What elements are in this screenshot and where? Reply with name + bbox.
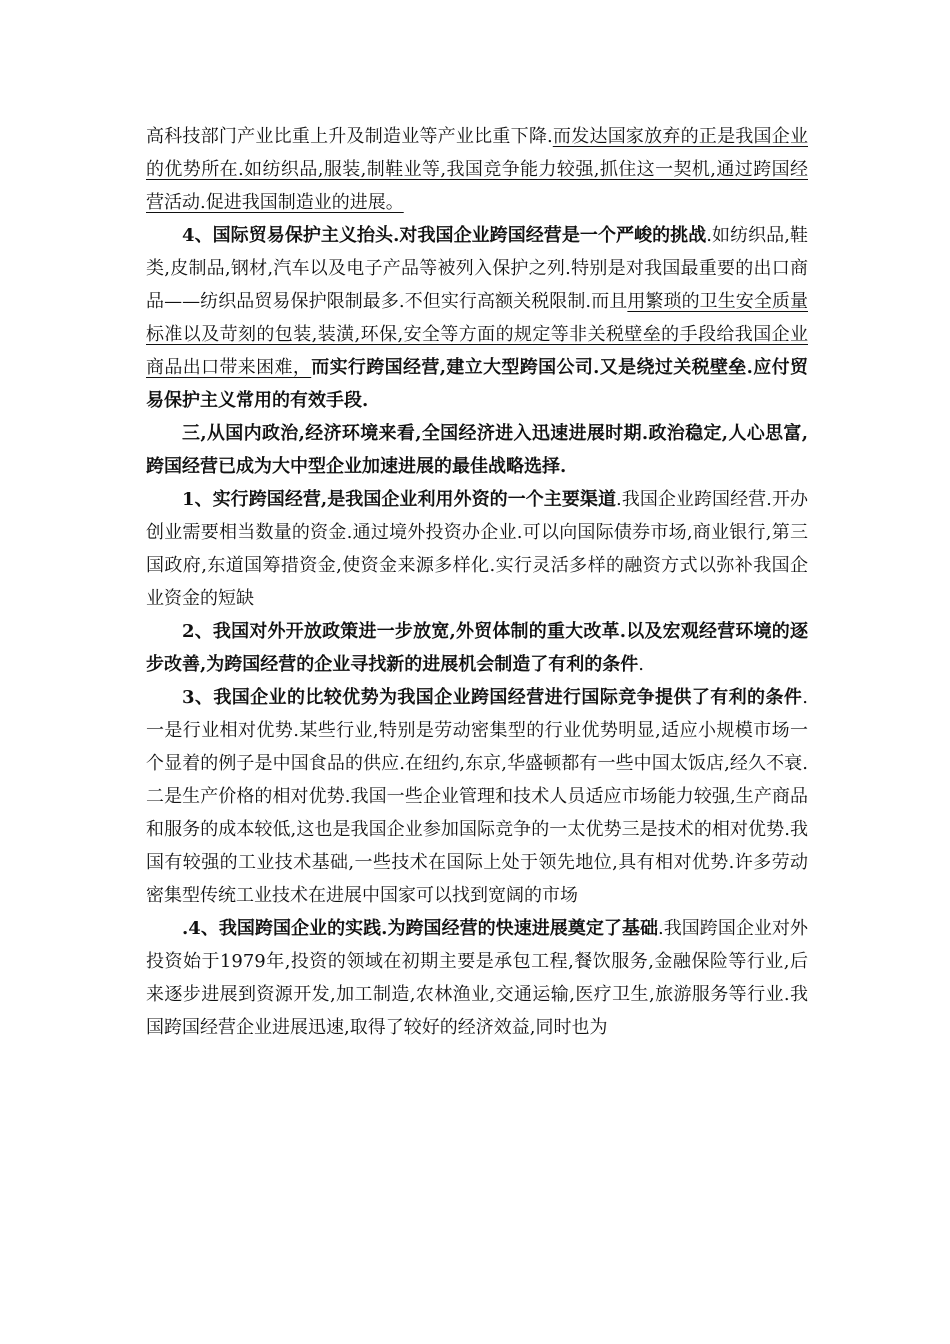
bold-heading-text: 4、国际贸易保护主义抬头.对我国企业跨国经营是一个严峻的挑战 bbox=[182, 225, 707, 246]
bold-heading-text: 2、我国对外开放政策进一步放宽,外贸体制的重大改革.以及宏观经营环境的逐步改善,为跨国经营的企业寻找新的进展机会制造了有利的条件 bbox=[146, 621, 808, 675]
text-segment: 高科技部门产业比重上升及制造业等产业比重下降. bbox=[146, 126, 553, 147]
paragraph-1 bbox=[146, 120, 808, 219]
bold-heading-text: 3、我国企业的比较优势为我国企业跨国经营进行国际竞争提供了有利的条件 bbox=[182, 687, 803, 708]
text-segment: .我国企业跨国经营.开办创业需要相当数量的资金.通过境外投资办企业.可以向国际债券市场,商业银行,第三国政府,东道国筹措资金,使资金来源多样化.实行灵活多样的融资方式以弥补我国企业资金的短缺 bbox=[146, 489, 808, 609]
underlined-text: 而发达国家放弃的正是我国企业的优势所在.如纺织品,服装,制鞋业等,我国竞争能力较强,抓住这一契机,通过跨国经营活动.促进我国制造业的进展。 bbox=[146, 126, 808, 213]
text-segment: .一是行业相对优势.某些行业,特别是劳动密集型的行业优势明显,适应小规模市场一个显着的例子是中国食品的供应.在纽约,东京,华盛顿都有一些中国太饭店,经久不衰.二是生产价格的相对优势.我国一些企业管理和技术人员适应市场能力较强,生产商品和服务的成本较低,这也是我国企业参加国际竞争的一太优势三是技术的相对优势.我国有较强的工业技术基础,一些技术在国际上处于领先地位,具有相对优势.许多劳动密集型传统工业技术在进展中国家可以找到宽阔的市场 bbox=[146, 687, 808, 906]
paragraph-7 bbox=[146, 912, 808, 1044]
bold-heading-text: .4、我国跨国企业的实践.为跨国经营的快速进展奠定了基础 bbox=[182, 918, 658, 939]
paragraph-6 bbox=[146, 681, 808, 912]
bold-text: 而实行跨国经营,建立大型跨国公司.又是绕过关税壁垒.应付贸易保护主义常用的有效手段. bbox=[146, 357, 808, 411]
section-heading: 三,从国内政治,经济环境来看,全国经济进入迅速进展时期.政治稳定,人心思富,跨国经营已成为大中型企业加速进展的最佳战略选择. bbox=[146, 423, 808, 477]
paragraph-3 bbox=[146, 417, 808, 483]
text-segment: .如纺织品,鞋类,皮制品,钢材,汽车以及电子产品等被列入保护之列.特别是对我国最重要的出口商品——纺织品贸易保护限制最多.不但实行高额关税限制.而且 bbox=[146, 225, 808, 312]
text-segment: . bbox=[638, 654, 644, 675]
paragraph-5 bbox=[146, 615, 808, 681]
document-page bbox=[146, 120, 808, 1044]
paragraph-2 bbox=[146, 219, 808, 417]
underlined-text: 用繁琐的卫生安全质量标准以及苛刻的包装,装潢,环保,安全等方面的规定等非关税壁垒的手段给我国企业商品出口带来困难， bbox=[146, 291, 808, 378]
bold-heading-text: 1、实行跨国经营,是我国企业利用外资的一个主要渠道 bbox=[182, 489, 617, 510]
text-segment: .我国跨国企业对外投资始于1979年,投资的领域在初期主要是承包工程,餐饮服务,金融保险等行业,后来逐步进展到资源开发,加工制造,农林渔业,交通运输,医疗卫生,旅游服务等行业.我国跨国经营企业进展迅速,取得了较好的经济效益,同时也为 bbox=[146, 918, 808, 1038]
paragraph-4 bbox=[146, 483, 808, 615]
